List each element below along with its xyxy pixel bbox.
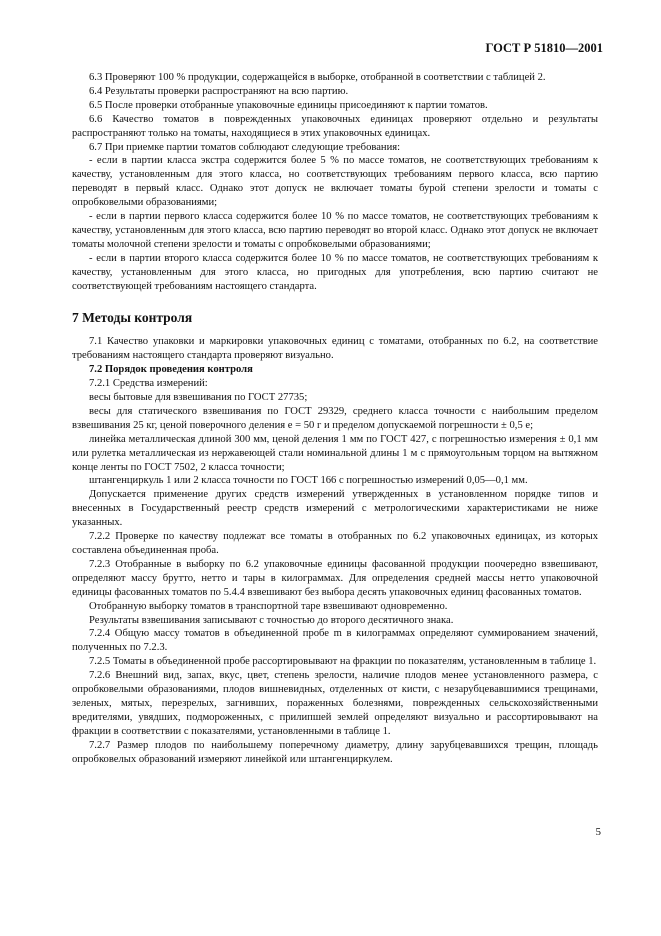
page-content	[72, 71, 598, 767]
paragraph-6-5: 6.5 После проверки отобранные упаковочные единицы присоединяют к партии томатов.	[89, 99, 488, 111]
list-item-second-class: - если в партии второго класса содержится более 10 % по массе томатов, не соответствующих требованиям к качеству, установленным для этого класса, но пригодных для употребления, всю партию считают не соответствующей требованиям настоящего стандарта.	[72, 252, 598, 292]
paragraph-7-2-2: 7.2.2 Проверке по качеству подлежат все томаты в отобранных по 6.2 упаковочных единицах, из которых составлена объединенная проба.	[72, 531, 598, 556]
list-item-static-scales: весы для статического взвешивания по ГОСТ 29329, среднего класса точности с наибольшим пределом взвешивания 25 кг, ценой поверочного деления e = 50 г и пределом допускаемой погрешности ± 0,5 e;	[72, 405, 598, 431]
paragraph-weighing-results: Результаты взвешивания записывают с точностью до второго десятичного знака.	[89, 614, 454, 626]
paragraph-7-2-1: 7.2.1 Средства измерений:	[89, 378, 208, 390]
paragraph-6-4: 6.4 Результаты проверки распространяют на всю партию.	[89, 85, 349, 97]
paragraph-7-2-5: 7.2.5 Томаты в объединенной пробе рассортировывают на фракции по показателям, установленным в таблице 1.	[89, 656, 597, 668]
paragraph-6-7: 6.7 При приемке партии томатов соблюдают следующие требования:	[89, 141, 401, 153]
paragraph-7-2-4: 7.2.4 Общую массу томатов в объединенной пробе m в килограммах определяют суммированием значений, полученных по 7.2.3.	[72, 628, 598, 654]
list-item-metal-ruler: линейка металлическая длиной 300 мм, ценой деления 1 мм по ГОСТ 427, с погрешностью измерения ± 0,1 мм или рулетка металлическая из нержавеющей стали номинальной длины 1 м с прямоугольным торцом на вытяжном конце ленты по ГОСТ 7502, 2 класса точности;	[72, 433, 598, 473]
page-number: 5	[595, 826, 601, 838]
list-item-household-scales: весы бытовые для взвешивания по ГОСТ 27735;	[89, 392, 308, 404]
paragraph-transport-weighing: Отобранную выборку томатов в транспортной таре взвешивают одновременно.	[89, 600, 448, 612]
list-item-first-class: - если в партии первого класса содержится более 10 % по массе томатов, не соответствующих требованиям к качеству, установленным для этого класса, всю партию переводят во второй класс. Однако этот допуск не включает томаты молочной степени зрелости и томаты с опробковелыми образованиями;	[72, 211, 598, 250]
document-header: ГОСТ Р 51810—2001	[485, 41, 603, 55]
section-title-7: 7 Методы контроля	[72, 309, 193, 325]
paragraph-7-1: 7.1 Качество упаковки и маркировки упаковочных единиц с томатами, отобранных по 6.2, на соответствие требованиям настоящего стандарта проверяют визуально.	[72, 336, 598, 362]
paragraph-6-3: 6.3 Проверяют 100 % продукции, содержащейся в выборке, отобранной в соответствии с таблицей 2.	[89, 72, 546, 83]
paragraph-other-instruments: Допускается применение других средств измерений утвержденных в установленном порядке типов и внесенных в Государственный реестр средств измерений с метрологическими характеристиками не ниже указанных.	[72, 489, 598, 529]
subsection-title-7-2: 7.2 Порядок проведения контроля	[89, 364, 253, 376]
list-item-caliper: штангенциркуль 1 или 2 класса точности по ГОСТ 166 с погрешностью измерений 0,05—0,1 мм.	[89, 475, 528, 487]
paragraph-7-2-3: 7.2.3 Отобранные в выборку по 6.2 упаковочные единицы фасованной продукции поочередно взвешивают, определяют массу брутто, нетто и тары в килограммах. Для определения средней массы нетто упаковочной единицы фасованных томатов по 5.4.4 взвешивают без выбора десять упаковочных единиц фасованных томатов.	[72, 558, 598, 598]
paragraph-7-2-6: 7.2.6 Внешний вид, запах, вкус, цвет, степень зрелости, наличие плодов менее установленного размера, с опробковелыми образованиями, плодов вишневидных, отделенных от кисти, с незарубцевавшимися трещинами, зеленых, мятых, перезрелых, загнивших, пораженных болезнями, поврежденных сельскохозяйственными вредителями, увядших, подмороженных, с прилипшей землей определяют визуально и рассортировывают на фракции в соответствии с показателями, установленными в таблице 1.	[72, 670, 598, 737]
paragraph-7-2-7: 7.2.7 Размер плодов по наибольшему поперечному диаметру, длину зарубцевавшихся трещин, площадь опробковелых образований измеряют линейкой или штангенциркулем.	[72, 739, 598, 765]
paragraph-6-6: 6.6 Качество томатов в поврежденных упаковочных единицах проверяют отдельно и результаты распространяют только на томаты, находящиеся в этих упаковочных единицах.	[72, 113, 598, 139]
list-item-extra-class: - если в партии класса экстра содержится более 5 % по массе томатов, не соответствующих требованиям к качеству, установленным для этого класса, но соответствующих требованиям первого класса, всю партию переводят в первый класс. Однако этот допуск не включает томаты бурой степени зрелости и томаты с опробковелыми образованиями;	[72, 155, 598, 209]
